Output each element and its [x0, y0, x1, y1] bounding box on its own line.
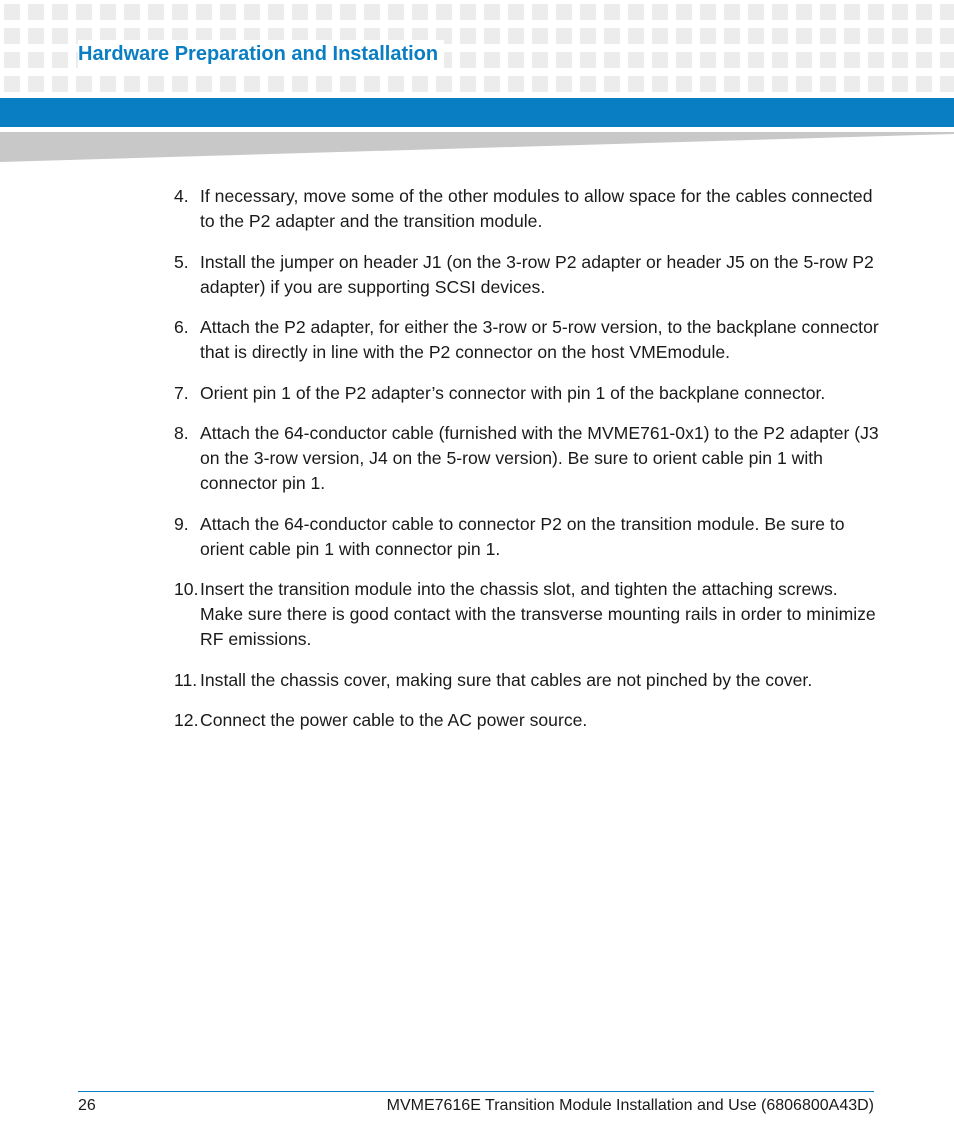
list-item — [174, 315, 884, 365]
step-text: Orient pin 1 of the P2 adapter’s connector with pin 1 of the backplane connector. — [200, 382, 826, 403]
list-item — [174, 512, 884, 562]
step-text: If necessary, move some of the other modules to allow space for the cables connected to the P2 adapter and the transition module. — [200, 186, 873, 231]
step-number: 8. — [174, 423, 189, 443]
step-text: Connect the power cable to the AC power source. — [200, 710, 588, 730]
list-item — [174, 708, 884, 733]
step-text: Install the chassis cover, making sure that cables are not pinched by the cover. — [200, 669, 813, 690]
step-text: Attach the 64-conductor cable to connector P2 on the transition module. Be sure to orient cable pin 1 with connector pin 1. — [200, 513, 845, 559]
instruction-list — [174, 184, 884, 749]
list-item — [174, 577, 884, 652]
step-number: 7. — [174, 382, 189, 403]
step-number: 11. — [174, 669, 198, 690]
footer-divider — [78, 1091, 874, 1092]
step-text: Insert the transition module into the chassis slot, and tighten the attaching screws. Make sure there is good contact with the transverse mounting rails in order to minimize RF emissions. — [200, 579, 876, 649]
header-blue-bar — [0, 98, 954, 127]
list-item — [174, 184, 884, 234]
step-number: 5. — [174, 251, 189, 272]
step-text: Attach the P2 adapter, for either the 3-row or 5-row version, to the backplane connector that is directly in line with the P2 connector on the host VMEmodule. — [200, 317, 879, 362]
section-title: Hardware Preparation and Installation — [78, 40, 444, 68]
step-number: 10. — [174, 579, 199, 599]
step-number: 12. — [174, 710, 199, 730]
list-item — [174, 381, 884, 406]
step-number: 9. — [174, 513, 189, 534]
list-item — [174, 668, 884, 693]
step-number: 6. — [174, 317, 189, 337]
step-text: Attach the 64-conductor cable (furnished with the MVME761-0x1) to the P2 adapter (J3 on the 3-row version, J4 on the 5-row version). Be sure to orient cable pin 1 with connector pin 1. — [200, 423, 879, 493]
list-item — [174, 250, 884, 300]
step-text: Install the jumper on header J1 (on the 3-row P2 adapter or header J5 on the 5-row P2 adapter) if you are supporting SCSI devices. — [200, 251, 874, 297]
header-grey-wedge — [0, 132, 954, 162]
page-number: 26 — [78, 1097, 96, 1114]
step-number: 4. — [174, 186, 189, 206]
list-item — [174, 421, 884, 496]
document-title: MVME7616E Transition Module Installation and Use (6806800A43D) — [386, 1097, 874, 1114]
